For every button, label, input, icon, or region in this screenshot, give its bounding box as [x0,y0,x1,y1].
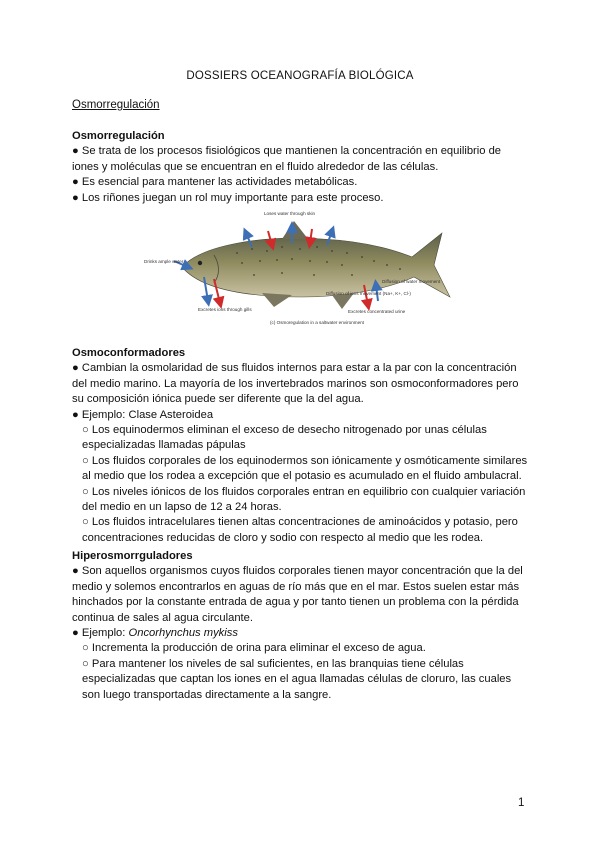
osmorregulacion-heading: Osmorregulación [72,130,165,142]
figure-label-bottom-mid: Diffusion of ions movement (Na+, K+, Cl-) [326,291,411,296]
osmoconformadores-heading: Osmoconformadores [72,347,186,359]
figure-caption: (c) Osmoregulation in a saltwater environment [270,320,364,325]
page-number: 1 [518,797,525,809]
figure-label-bottom-left: Excretes ions through gills [198,307,252,312]
document-title: DOSSIERS OCEANOGRAFÍA BIOLÓGICA [186,70,414,82]
species-name: Oncorhynchus mykiss [128,627,238,640]
osmorregulacion-bullet-1: ● Se trata de los procesos fisiológicos que mantienen la concentración en equilibrio de iones y moléculas que se encuentran en el fluido alrededor de las células. [72,145,502,173]
hiperosmorreguladores-intro: ● Son aquellos organismos cuyos fluidos corporales tienen mayor concentración que la del medio y solemos encontrarlos en aguas de río más que en el mar. Estos suelen estar más hinchados por la constante entrada de agua y por tanto tienen un problema con la pérdida continua de sales al agua circulante. [72,565,523,624]
osmorregulacion-bullet-2: ● Es esencial para mantener las actividades metabólicas. [72,176,358,189]
example-prefix: ● Ejemplo: [72,627,129,640]
osmoconformadores-sub-3: ○ Los niveles iónicos de los fluidos corporales entran en equilibrio con cualquier variación del medio en un lapso de 12 a 24 horas. [82,485,526,514]
osmoconformadores-example: ● Ejemplo: Clase Asteroidea [72,408,214,421]
hiperosmorreguladores-heading: Hiperosmorrguladores [72,550,193,562]
osmoconformadores-section [72,346,530,546]
fish-osmoregulation-figure [142,205,457,329]
hiperosmorreguladores-section [72,549,530,703]
hiperosmorreguladores-example [72,626,530,641]
osmorregulacion-section [72,129,530,206]
osmoconformadores-sub-4: ○ Los fluidos intracelulares tienen altas concentraciones de aminoácidos y potasio, pero concentraciones reducidas de cloro y sodio con respecto al medio que les rodea. [82,516,518,544]
osmorregulacion-bullet-3: ● Los riñones juegan un rol muy importante para este proceso. [72,191,384,204]
figure-label-top: Loses water through skin [264,211,316,216]
hiperosmorreguladores-sub-1: ○ Incrementa la producción de orina para eliminar el exceso de agua. [82,642,426,655]
section-title: Osmorregulación [72,99,160,111]
osmoconformadores-sub-2: ○ Los fluidos corporales de los equinodermos son iónicamente y osmóticamente similares al medio que los rodea a excepción que el potasio es acumulado en el fluido ambulacral. [82,454,528,483]
osmoconformadores-intro: ● Cambian la osmolaridad de sus fluidos internos para estar a la par con la concentración del medio marino. La mayoría de los invertebrados marinos son osmoconformadores pero su composición iónica puede ser diferente que la del agua. [72,362,519,406]
hiperosmorreguladores-sub-2: ○ Para mantener los niveles de sal suficientes, en las branquias tiene células especializadas que captan los iones en el agua llamadas células de cloruro, las cuales son luego transportadas directamente a la sangre. [82,657,512,701]
figure-label-urine: Excretes concentrated urine [348,309,406,314]
figure-label-bottom-right: Diffusion of water movement [382,279,441,284]
figure-label-left: Drinks ample water [144,259,184,264]
osmoconformadores-sub-1: ○ Los equinodermos eliminan el exceso de desecho nitrogenado por unas células especializadas llamadas pápulas [82,424,487,452]
